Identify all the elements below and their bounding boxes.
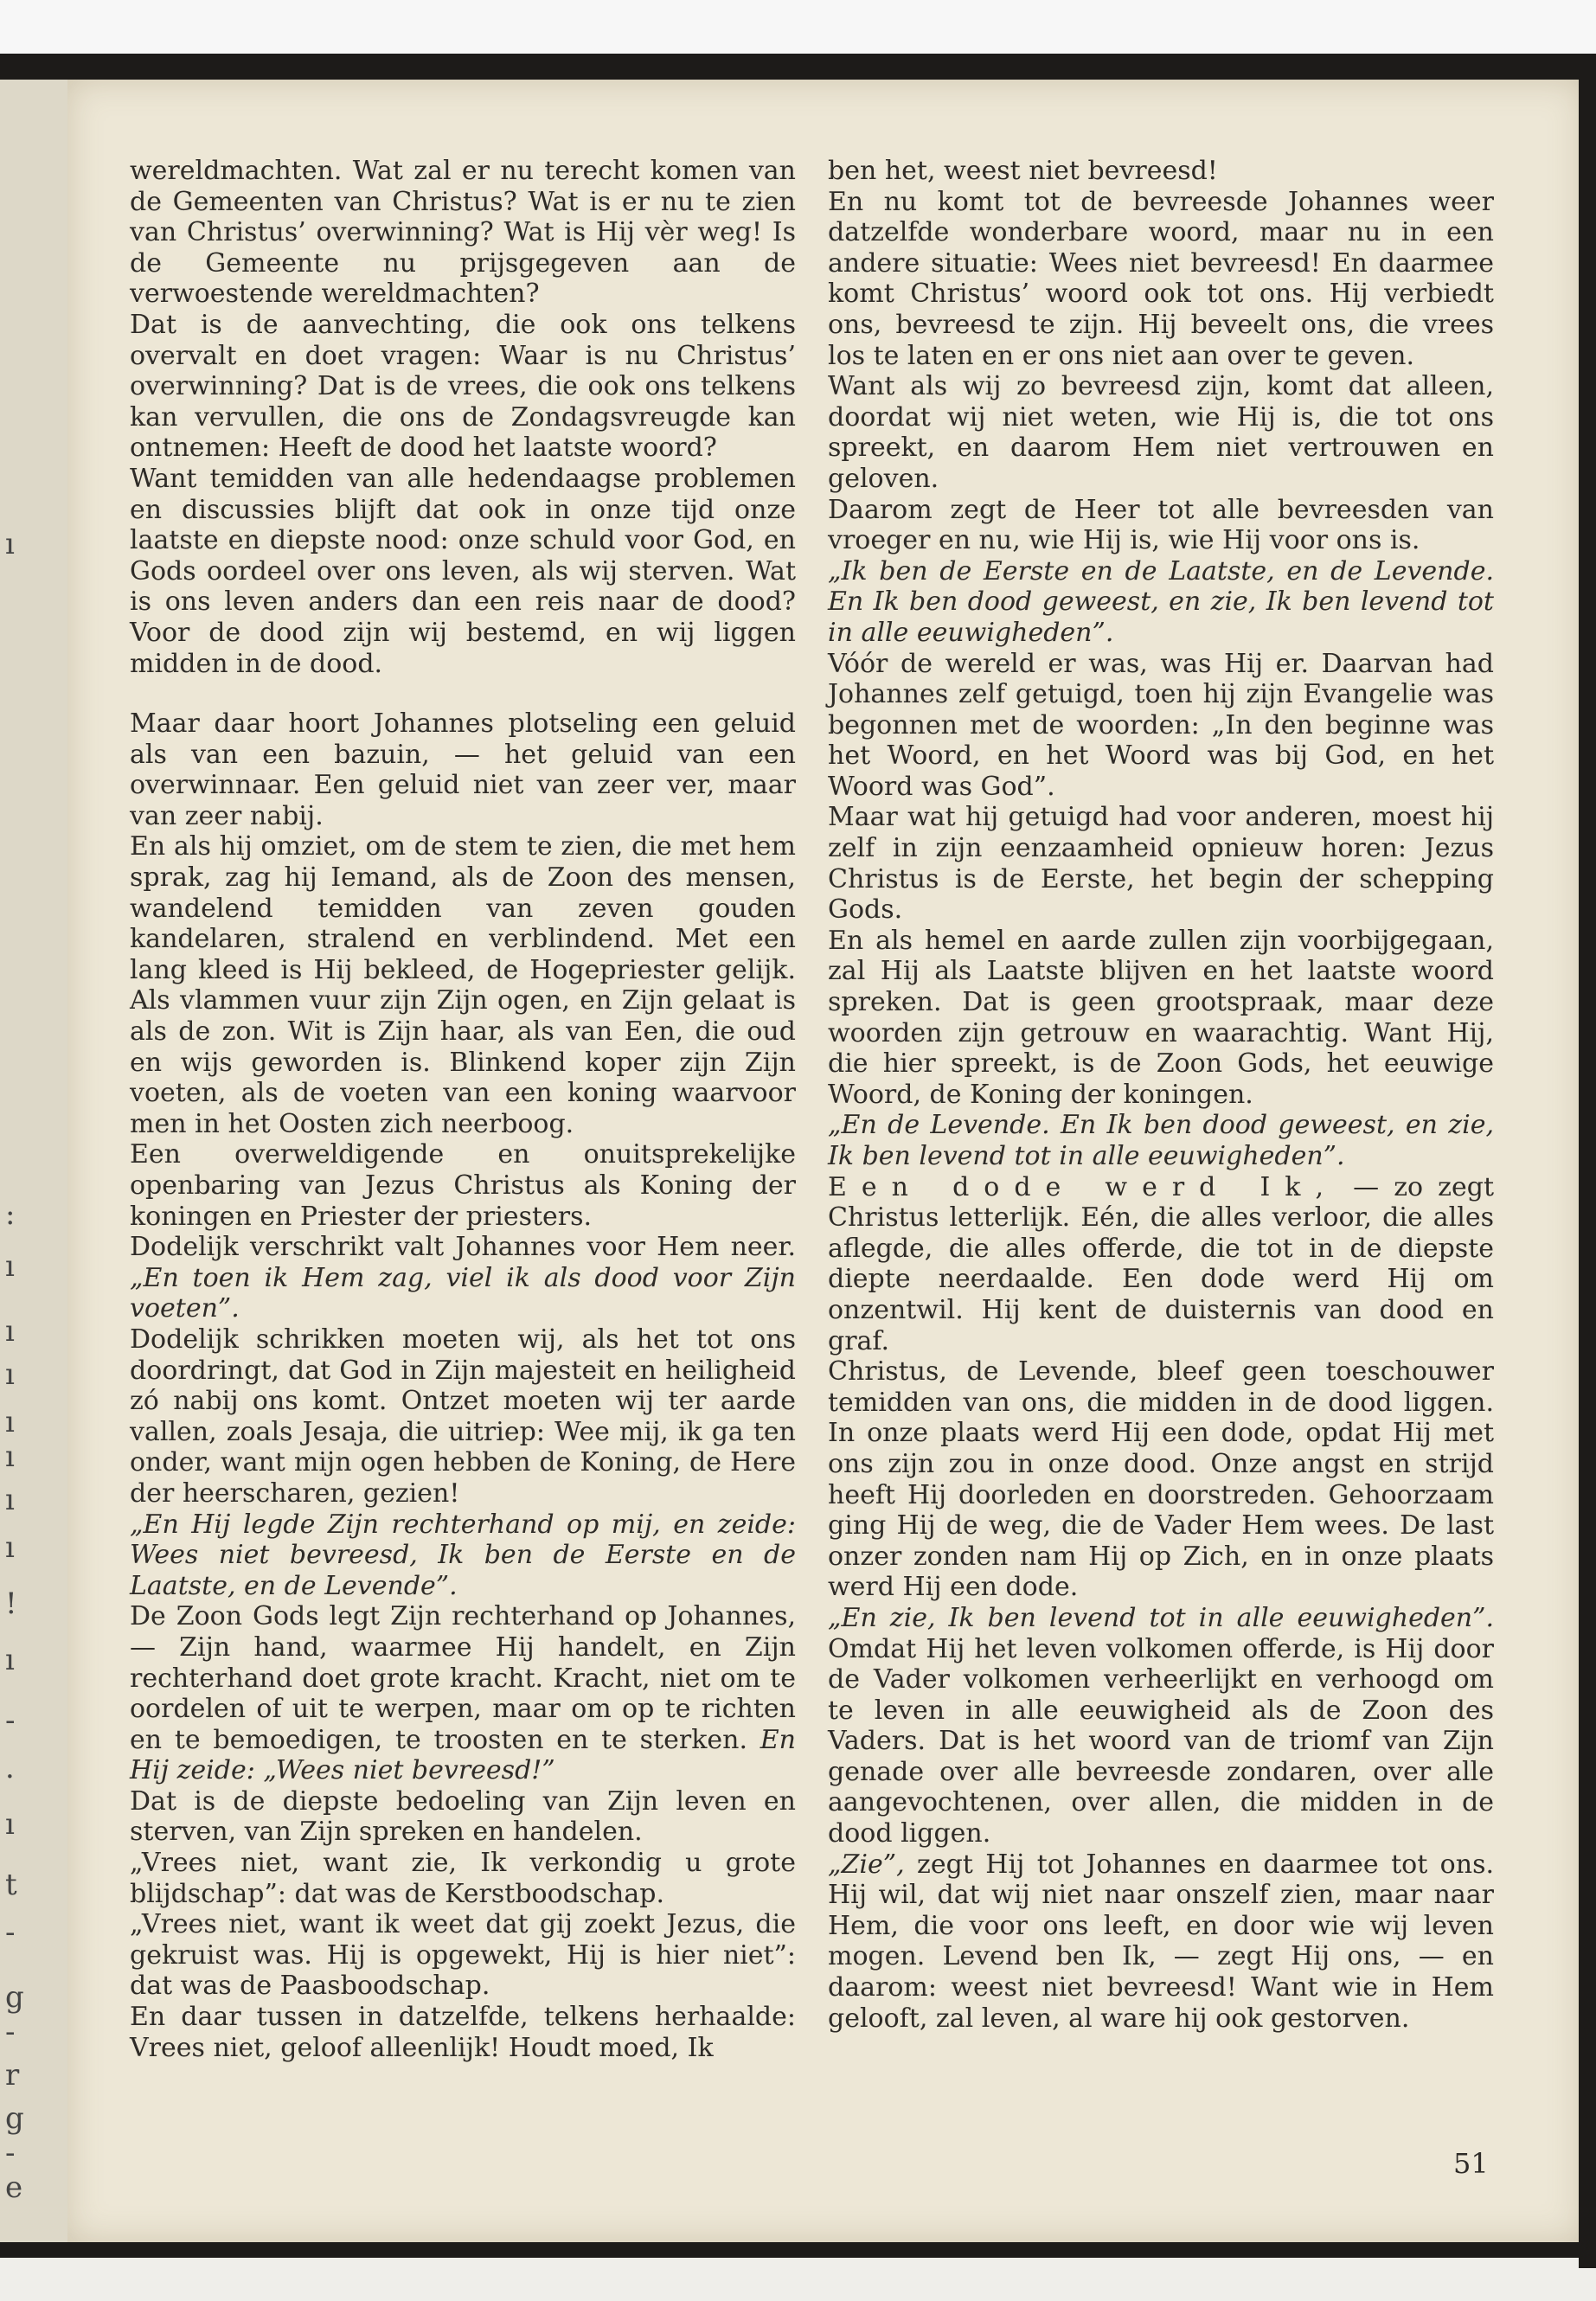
text-run: Omdat Hij het leven volkomen offerde, is Hij door de Vader volkomen verheerlijkt en verhoogd om te leven in alle eeuwigheid als de Zoon des Vaders. Dat is het woord van de triomf van Zijn genade over alle bevreesde zondaren, over alle aangevochtenen, over allen, die midden in de dood liggen.	[828, 1633, 1494, 1849]
paragraph: wereldmachten. Wat zal er nu terecht komen van de Gemeenten van Christus? Wat is er nu te zien van Christus’ overwinning? Wat is Hij vèr weg! Is de Gemeente nu prijsgegeven aan de verwoestende wereldmachten?	[130, 156, 796, 310]
paragraph	[828, 1603, 1494, 1849]
paragraph: En daar tussen in datzelfde, telkens herhaalde: Vrees niet, geloof alleenlijk! Houdt moed, Ik	[130, 2002, 796, 2063]
margin-fragment: :	[5, 1197, 16, 1232]
paragraph	[130, 1509, 796, 1602]
margin-fragment: ı	[5, 1357, 15, 1392]
paragraph: ben het, weest niet bevreesd!	[828, 156, 1218, 186]
left-margin-strip	[0, 80, 67, 2242]
paragraph	[130, 1601, 796, 1786]
margin-fragment: ı	[5, 1314, 15, 1349]
quote-italic: „En toen ik Hem zag, viel ik als dood voor Zijn voeten”.	[130, 1262, 796, 1324]
margin-fragment: g	[5, 2101, 24, 2136]
paragraph: Maar wat hij getuigd had voor anderen, moest hij zelf in zijn eenzaamheid opnieuw horen: Jezus Christus is de Eerste, het begin der schepping Gods.	[828, 802, 1494, 926]
paragraph	[828, 1849, 1494, 2035]
paragraph: Want als wij zo bevreesd zijn, komt dat alleen, doordat wij niet weten, wie Hij is, die tot ons spreekt, en daarom Hem niet vertrouwen en geloven.	[828, 371, 1494, 494]
margin-fragment: g	[5, 1980, 24, 2015]
paragraph: Daarom zegt de Heer tot alle bevreesden van vroeger en nu, wie Hij is, wie Hij voor ons is.	[828, 494, 1494, 556]
paragraph: Christus, de Levende, bleef geen toeschouwer temidden van ons, die midden in de dood liggen. In onze plaats werd Hij een dode, opdat Hij met ons zijn zou in onze dood. Onze angst en strijd heeft Hij doorleden en doorstreden. Gehoorzaam ging Hij de weg, die de Vader Hem wees. De last onzer zonden nam Hij op Zich, en in onze plaats werd Hij een dode.	[828, 1356, 1494, 1603]
margin-fragment: ı	[5, 1530, 15, 1565]
paragraph: En nu komt tot de bevreesde Johannes weer datzelfde wonderbare woord, maar nu in een andere situatie: Wees niet bevreesd! En daarmee komt Christus’ woord ook tot ons. Hij verbiedt ons, bevreesd te zijn. Hij beveelt ons, die vrees los te laten en er ons niet aan over te geven.	[828, 186, 1494, 371]
text-run: — zo zegt Christus letterlijk. Eén, die alles verloor, die alles aflegde, die alles offerde, die tot in de diepste diepte neerdaalde. Een dode werd Hij om onzentwil. Hij kent de duisternis van dood en graf.	[828, 1171, 1494, 1356]
page-number: 51	[1453, 2147, 1489, 2180]
paragraph: Maar daar hoort Johannes plotseling een geluid als van een bazuin, — het geluid van een overwinnaar. Een geluid niet van zeer ver, maar van zeer nabij.	[130, 708, 796, 831]
bottom-border	[0, 2242, 1596, 2258]
paragraph: Dat is de aanvechting, die ook ons telkens overvalt en doet vragen: Waar is nu Christus’ overwinning? Dat is de vrees, die ook ons telkens kan vervullen, die ons de Zondagsvreugde kan ontnemen: Heeft de dood het laatste woord?	[130, 309, 796, 464]
paragraph: En als hemel en aarde zullen zijn voorbijgegaan, zal Hij als Laatste blijven en het laatste woord spreken. Dat is geen grootspraak, maar deze woorden zijn getrouw en waarachtig. Want Hij, die hier spreekt, is de Zoon Gods, het eeuwige Woord, de Koning der koningen.	[828, 925, 1494, 1110]
margin-fragment: -	[5, 1915, 16, 1950]
text-run: zegt Hij tot Johannes en daarmee tot ons. Hij wil, dat wij niet naar onszelf zien, maar naar Hem, die voor ons leeft, en door wie wij leven mogen. Levend ben Ik, — zegt Hij ons, — en daarom: weest niet bevreesd! Want wie in Hem gelooft, zal leven, al ware hij ook gestorven.	[828, 1849, 1494, 2034]
quote-italic: „En Hij legde Zijn rechterhand op mij, en zeide: Wees niet bevreesd, Ik ben de Eerste en de Laatste, en de Levende”.	[130, 1509, 796, 1601]
quote-italic: „Ik ben de Eerste en de Laatste, en de Levende. En Ik ben dood geweest, en zie, Ik ben levend tot in alle eeuwigheden”.	[828, 555, 1494, 648]
margin-fragment: r	[5, 2058, 20, 2093]
paragraph	[828, 1110, 1494, 1171]
margin-fragment: -	[5, 1703, 16, 1738]
paragraph: Een overweldigende en onuitsprekelijke openbaring van Jezus Christus als Koning der koningen en Priester der priesters.	[130, 1139, 796, 1232]
text-run: Dodelijk verschrikt valt Johannes voor Hem neer.	[130, 1232, 796, 1263]
margin-fragment: ı	[5, 1405, 15, 1439]
paragraph: Dat is de diepste bedoeling van Zijn leven en sterven, van Zijn spreken en handelen.	[130, 1785, 796, 1848]
quote-italic: „En zie, Ik ben levend tot in alle eeuwigheden”.	[828, 1602, 1494, 1633]
margin-fragment: ı	[5, 1483, 15, 1517]
paragraph: En als hij omziet, om de stem te zien, die met hem sprak, zag hij Iemand, als de Zoon des mensen, wandelend temidden van zeven gouden kandelaren, stralend en verblindend. Met een lang kleed is Hij bekleed, de Hogepriester gelijk. Als vlammen vuur zijn Zijn ogen, en Zijn gelaat is als de zon. Wit is Zijn haar, als van Een, die oud en wijs geworden is. Blinkend koper zijn Zijn voeten, als de voeten van een koning waarvoor men in het Oosten zich neerboog.	[130, 831, 796, 1139]
margin-fragment: ı	[5, 1249, 15, 1284]
paragraph: Dodelijk schrikken moeten wij, als het tot ons doordringt, dat God in Zijn majesteit en heiligheid zó nabij ons komt. Ontzet moeten wij ter aarde vallen, zoals Jesaja, die uitriep: Wee mij, ik ga ten onder, want mijn ogen hebben de Koning, de Here der heerscharen, gezien!	[130, 1324, 796, 1509]
margin-fragment: e	[5, 2170, 23, 2205]
text-column-right	[828, 156, 1494, 2034]
margin-fragment: t	[5, 1868, 17, 1902]
paragraph	[828, 1172, 1494, 1357]
margin-fragment: ı	[5, 527, 15, 561]
margin-fragment: ·	[5, 1759, 15, 1794]
margin-fragment: -	[5, 2015, 16, 2049]
margin-fragment: !	[5, 1586, 17, 1621]
text-column-left	[130, 156, 796, 2063]
margin-fragment: ı	[5, 1643, 15, 1677]
paragraph: Want temidden van alle hedendaagse problemen en discussies blijft dat ook in onze tijd onze laatste en diepste nood: onze schuld voor God, en Gods oordeel over ons leven, als wij sterven. Wat is ons leven anders dan een reis naar de dood? Voor de dood zijn wij bestemd, en wij liggen midden in de dood.	[130, 463, 796, 679]
paragraph	[130, 1232, 796, 1324]
top-border	[0, 54, 1596, 80]
margin-fragment: -	[5, 2136, 16, 2170]
paragraph: „Vrees niet, want ik weet dat gij zoekt Jezus, die gekruist was. Hij is opgewekt, Hij is hier niet”: dat was de Paasboodschap.	[130, 1909, 796, 2002]
margin-fragment: ı	[5, 1439, 15, 1474]
paragraph	[828, 556, 1494, 649]
spaced-text: Een dode werd Ik,	[828, 1171, 1339, 1202]
quote-italic: En Hij zeide: „Wees niet bevreesd!”	[130, 1724, 796, 1786]
quote-italic: „En de Levende. En Ik ben dood geweest, en zie, Ik ben levend tot in alle eeuwigheden”.	[828, 1110, 1494, 1171]
text-run: De Zoon Gods legt Zijn rechterhand op Johannes, — Zijn hand, waarmee Hij handelt, en Zijn rechterhand doet grote kracht. Kracht, niet om te oordelen of uit te werpen, maar om op te richten en te bemoedigen, te troosten en te sterken.	[130, 1601, 796, 1755]
margin-fragment: ı	[5, 1807, 15, 1842]
quote-italic: „Zie”,	[828, 1849, 905, 1880]
right-border	[1579, 54, 1596, 2268]
paragraph: Vóór de wereld er was, was Hij er. Daarvan had Johannes zelf getuigd, toen hij zijn Evangelie was begonnen met de woorden: „In den beginne was het Woord, en het Woord was bij God, en het Woord was God”.	[828, 648, 1494, 802]
paragraph: „Vrees niet, want zie, Ik verkondig u grote blijdschap”: dat was de Kerstboodschap.	[130, 1848, 796, 1909]
